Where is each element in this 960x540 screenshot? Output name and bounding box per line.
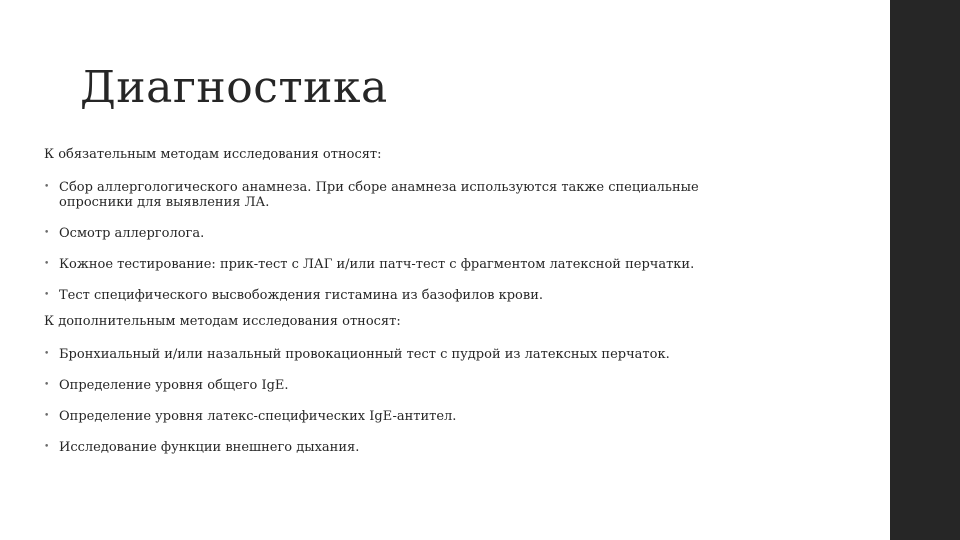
bullet-icon: • xyxy=(44,442,50,452)
list-item xyxy=(44,347,764,362)
list-item-text: Бронхиальный и/или назальный провокационный тест с пудрой из латексных перчаток. xyxy=(59,347,670,362)
additional-methods-list xyxy=(44,347,764,455)
slide-content xyxy=(44,146,764,471)
list-item-text: Определение уровня латекс-специфических IgE-антител. xyxy=(59,409,457,424)
list-item-text-continued: опросники для выявления ЛА. xyxy=(59,195,270,210)
bullet-icon: • xyxy=(44,349,50,359)
list-item xyxy=(44,378,764,393)
list-item xyxy=(44,257,764,272)
decorative-sidebar xyxy=(890,0,960,540)
additional-methods-heading: К дополнительным методам исследования относят: xyxy=(44,314,401,329)
bullet-icon: • xyxy=(44,228,50,238)
list-item-text: Осмотр аллерголога. xyxy=(59,226,205,241)
list-item-text: Исследование функции внешнего дыхания. xyxy=(59,440,360,455)
list-item xyxy=(44,440,764,455)
bullet-icon: • xyxy=(44,290,50,300)
list-item xyxy=(44,288,764,303)
list-item-text: Тест специфического высвобождения гистамина из базофилов крови. xyxy=(59,288,543,303)
bullet-icon: • xyxy=(44,380,50,390)
bullet-icon: • xyxy=(44,259,50,269)
list-item-text: Кожное тестирование: прик-тест с ЛАГ и/или патч-тест с фрагментом латексной перчатки. xyxy=(59,257,695,272)
required-methods-heading: К обязательным методам исследования относят: xyxy=(44,147,382,162)
list-item-text: Сбор аллергологического анамнеза. При сборе анамнеза используются также специальные xyxy=(59,180,699,195)
slide-title: Диагностика xyxy=(80,62,388,113)
list-item xyxy=(44,226,764,241)
list-item xyxy=(44,180,764,210)
required-methods-list xyxy=(44,180,764,303)
list-item-text: Определение уровня общего IgE. xyxy=(59,378,289,393)
bullet-icon: • xyxy=(44,182,50,192)
list-item xyxy=(44,409,764,424)
bullet-icon: • xyxy=(44,411,50,421)
